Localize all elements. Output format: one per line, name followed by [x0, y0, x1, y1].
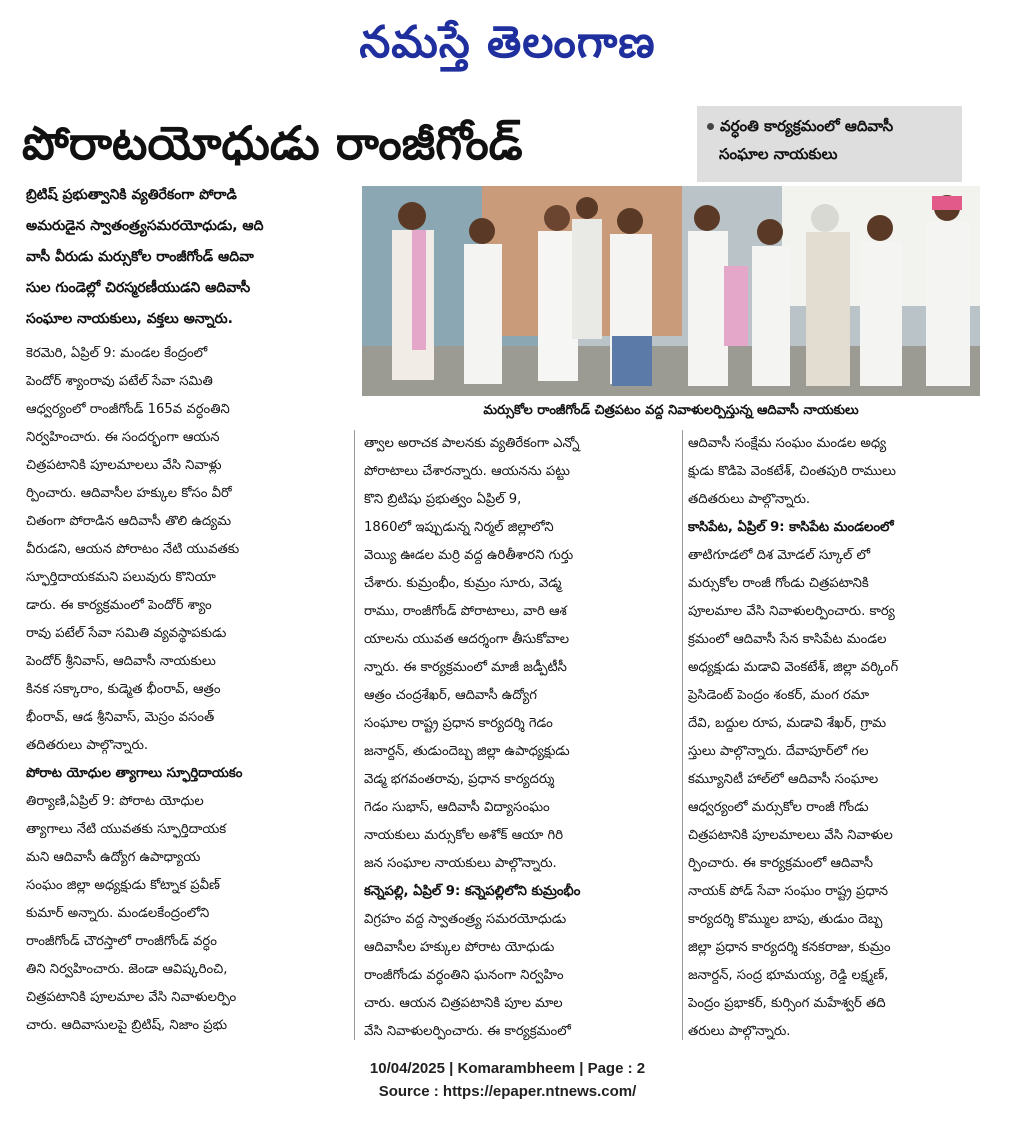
article-line: జనార్దన్, సంద్ర భూమయ్య, రెడ్డి లక్ష్మణ్, [688, 968, 889, 983]
article-line: ఆదివాసీ సంక్షేమ సంఘం మండల అధ్య [688, 436, 887, 451]
article-line: చేశారు. కుమ్రంభీం, కుమ్రం సూరు, వెడ్మ [364, 576, 562, 591]
article-line: జనార్దన్, తుడుందెబ్బ జిల్లా ఉపాధ్యక్షుడు [364, 744, 570, 759]
dateline-paragraph-line: కన్నెపల్లి, ఏప్రిల్ 9: కన్నెపల్లిలోని కుమ్రంభీం [364, 884, 581, 899]
article-line: కినక సక్కారాం, కుడ్మెత భీంరావ్, ఆత్రం [26, 682, 221, 697]
article-line: రాము, రాంజీగోండ్ పోరాటాలు, వారి ఆశ [364, 604, 567, 619]
article-column-3 [688, 430, 978, 1046]
article-line: న్నారు. ఈ కార్యక్రమంలో మాజీ జడ్పీటీసీ [364, 660, 567, 675]
article-line: చిత్రపటానికి పూలమాల వేసి నివాళులర్పిం [26, 990, 237, 1005]
article-line: సంఘాల రాష్ట్ర ప్రధాన కార్యదర్శి గెడం [364, 716, 553, 731]
footer-date-line: 10/04/2025 | Komarambheem | Page : 2 [369, 1060, 646, 1077]
article-line: డారు. ఈ కార్యక్రమంలో పెందోర్ శ్యాం [26, 598, 212, 613]
masthead-logo: నమస్తే తెలంగాణ [359, 17, 656, 68]
intro-line: వాసీ వీరుడు మర్సుకోల రాంజీగోండ్ ఆదివా [26, 249, 254, 265]
footer-source-line: Source : https://epaper.ntnews.com/ [378, 1083, 637, 1100]
article-line: దేవి, బద్దుల రూప, మడావి శేఖర్, గ్రామ [688, 716, 887, 731]
article-column-2 [364, 430, 677, 1046]
article-line: మని ఆదివాసీ ఉద్యోగ ఉపాధ్యాయ [26, 850, 201, 865]
article-line: తాటిగూడలో దిశ మోడల్ స్కూల్ లో [688, 548, 871, 563]
article-line: విగ్రహం వద్ద స్వాతంత్ర్య సమరయోధుడు [364, 912, 567, 927]
article-line: స్ఫూర్తిదాయకమని పలువురు కొనియా [26, 570, 216, 585]
article-line: ర్పించారు. ఈ కార్యక్రమంలో ఆదివాసీ [688, 856, 873, 871]
subheading: పోరాట యోధుల త్యాగాలు స్ఫూర్తిదాయకం [26, 766, 243, 781]
photo-caption: మర్సుకోల రాంజీగోండ్ చిత్రపటం వద్ద నివాళులర్పిస్తున్న ఆదివాసీ నాయకులు [483, 403, 859, 418]
article-line: పెంద్రం ప్రభాకర్, కుర్సింగ మహేశ్వర్ తది [688, 996, 886, 1011]
article-line: జన సంఘాల నాయకులు పాల్గొన్నారు. [364, 856, 557, 871]
article-line: 1860లో ఇప్పుడున్న నిర్మల్ జిల్లాలోని [364, 520, 554, 535]
article-line: తిని నిర్వహించారు. జెండా ఆవిష్కరించి, [26, 962, 228, 977]
article-line: చారు. ఆయన చిత్రపటానికి పూల మాల [364, 996, 563, 1011]
article-intro [26, 180, 351, 335]
article-line: పూలమాల వేసి నివాళులర్పించారు. కార్య [688, 604, 895, 619]
article-line: కొని బ్రిటిషు ప్రభుత్వం ఏప్రిల్ 9, [364, 492, 522, 507]
article-line: కమ్యూనిటీ హాల్‌లో ఆదివాసీ సంఘాల [688, 772, 879, 787]
caption-box-line1 [707, 112, 952, 140]
article-line: పెందోర్ శ్రీనివాస్, ఆదివాసీ నాయకులు [26, 654, 216, 669]
article-line: చితంగా పోరాడిన ఆదివాసీ తొలి ఉద్యమ [26, 514, 232, 529]
caption-box-line2: సంఘాల నాయకులు [719, 145, 838, 163]
article-line: అధ్యక్షుడు మడావి వెంకటేశ్, జిల్లా వర్కింగ్ [688, 660, 899, 675]
article-line: ర్పించారు. ఆదివాసీల హక్కుల కోసం వీరో [26, 486, 232, 501]
article-column-1 [26, 340, 346, 1040]
news-photo-illustration [362, 186, 980, 396]
article-line: తదితరులు పాల్గొన్నారు. [688, 492, 811, 507]
article-line: రాంజీగోండు వర్ధంతిని ఘనంగా నిర్వహిం [364, 968, 564, 983]
article-line: జిల్లా ప్రధాన కార్యదర్శి కనకరాజు, కుమ్రం [688, 940, 891, 955]
article-line: చిత్రపటానికి పూలమాలలు వేసి నివాళుల [688, 828, 893, 843]
article-line: వెడ్మ భగవంతరావు, ప్రధాన కార్యదర్శు [364, 772, 555, 787]
news-photo [362, 186, 980, 396]
article-line: ప్రెసిడెంట్ పెంద్రం శంకర్, మంగ రమా [688, 688, 870, 703]
column-divider [354, 430, 355, 1040]
article-line: రాంజీగోండ్ చౌరస్తాలో రాంజీగోండ్ వర్ధం [26, 934, 217, 949]
bullet-icon [707, 123, 714, 130]
article-line: తదితరులు పాల్గొన్నారు. [26, 738, 149, 753]
intro-line: అమరుడైన స్వాతంత్ర్యసమరయోధుడు, ఆది [26, 218, 264, 234]
article-line: చిత్రపటానికి పూలమాలలు వేసి నివాళ్లు [26, 458, 222, 473]
article-line: క్రమంలో ఆదివాసీ సేన కాసిపేట మండల [688, 632, 887, 647]
column-divider [682, 430, 683, 1040]
article-line: తిర్యాణి,ఏప్రిల్ 9: పోరాట యోధుల [26, 794, 204, 809]
article-line: ఆధ్వర్యంలో రాంజీగోండ్ 165వ వర్ధంతిని [26, 402, 230, 417]
article-line: సంఘం జిల్లా అధ్యక్షుడు కోట్నాక ప్రవీణ్ [26, 878, 220, 893]
article-line: పోరాటాలు చేశారన్నారు. ఆయనను పట్టు [364, 464, 570, 479]
article-line: నాయక్ పోడ్ సేవా సంఘం రాష్ట్ర ప్రధాన [688, 884, 888, 899]
article-line: వెయ్యి ఊడల మర్రి వద్ద ఉరితీశారని గుర్తు [364, 548, 574, 563]
article-line: యాలను యువత ఆదర్శంగా తీసుకోవాల [364, 632, 570, 647]
intro-line: సంఘాల నాయకులు, వక్తలు అన్నారు. [26, 311, 233, 327]
article-line: నిర్వహించారు. ఈ సందర్భంగా ఆయన [26, 430, 220, 445]
article-line: వీరుడని, ఆయన పోరాటం నేటి యువతకు [26, 542, 240, 557]
article-line: భీంరావ్, ఆడ శ్రీనివాస్, మెస్రం వసంత్ [26, 710, 215, 725]
intro-line: బ్రిటిష్ ప్రభుత్వానికి వ్యతిరేకంగా పోరాడి [26, 187, 237, 203]
article-line: కార్యదర్శి కొమ్ముల బాపు, తుడుం దెబ్బ [688, 912, 883, 927]
article-line: వేసి నివాళులర్పించారు. ఈ కార్యక్రమంలో [364, 1024, 571, 1039]
article-line: కెరమెరి, ఏప్రిల్ 9: మండల కేంద్రంలో [26, 346, 208, 361]
intro-line: సుల గుండెల్లో చిరస్మరణీయుడని ఆదివాసీ [26, 280, 251, 296]
article-line: గెడం సుభాస్, ఆదివాసీ విద్యాసంఘం [364, 800, 550, 815]
article-line: తరులు పాల్గొన్నారు. [688, 1024, 791, 1039]
article-line: చారు. ఆదివాసులపై బ్రిటిష్, నిజాం ప్రభు [26, 1018, 228, 1033]
caption-box-text1: వర్ధంతి కార్యక్రమంలో ఆదివాసీ [720, 117, 894, 135]
article-line: త్వాల అరాచక పాలనకు వ్యతిరేకంగా ఎన్నో [364, 436, 580, 451]
article-line: పెందోర్ శ్యాంరావు పటేల్ సేవా సమితి [26, 374, 213, 389]
article-line: కుమార్ అన్నారు. మండలకేంద్రంలోని [26, 906, 210, 921]
article-line: రావు పటేల్ సేవా సమితి వ్యవస్థాపకుడు [26, 626, 227, 641]
article-line: మర్సుకోల రాంజీ గోండు చిత్రపటానికి [688, 576, 869, 591]
article-line: నాయకులు మర్సుకోల అశోక్ ఆయా గిరి [364, 828, 564, 843]
article-line: త్యాగాలు నేటి యువతకు స్ఫూర్తిదాయక [26, 822, 227, 837]
dateline-paragraph-line: కాసిపేట, ఏప్రిల్ 9: కాసిపేట మండలంలో [688, 520, 894, 535]
article-line: ఆత్రం చంద్రశేఖర్, ఆదివాసీ ఉద్యోగ [364, 688, 537, 703]
photo-caption-box [697, 106, 962, 182]
article-line: క్షుడు కొడిపె వెంకటేశ్, చింతపురి రాములు [688, 464, 896, 479]
article-line: ఆదివాసీల హక్కుల పోరాట యోధుడు [364, 940, 555, 955]
article-line: స్తులు పాల్గొన్నారు. దేవాపూర్‌లో గల [688, 744, 869, 759]
headline: పోరాటయోధుడు రాంజీగోండ్ [22, 116, 523, 170]
article-line: ఆధ్వర్యంలో మర్సుకోల రాంజీ గోండు [688, 800, 869, 815]
